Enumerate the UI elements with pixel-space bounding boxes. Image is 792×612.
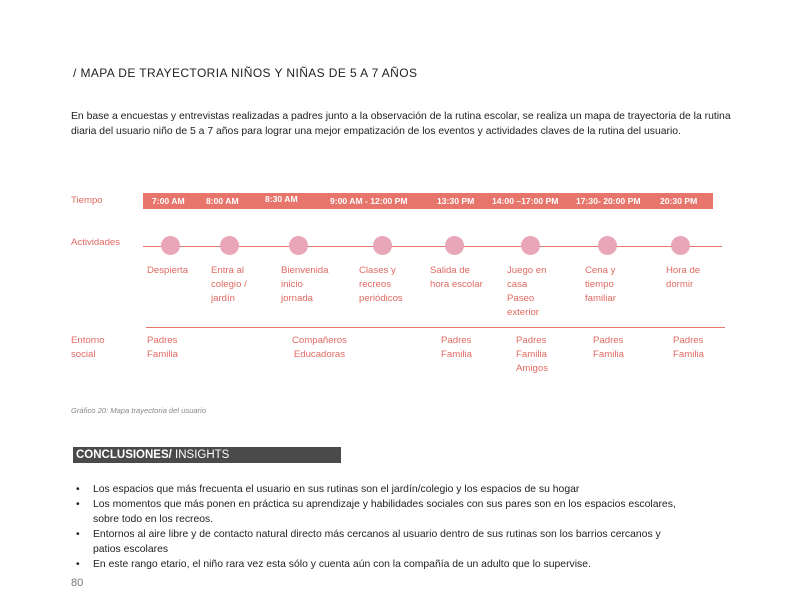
activity-dot [373,236,392,255]
activity-label: Hora de dormir [666,265,701,290]
time-label: 8:00 AM [206,196,239,206]
activity-label: Bienvenida inicio jornada [281,265,329,304]
activity-label: Clases y recreos periódicos [359,265,403,304]
activity-dot [289,236,308,255]
entorno-label: Compañeros Educadoras [292,335,347,360]
activity-dot [161,236,180,255]
section-heading-conclusiones [73,447,341,463]
entorno-label: Padres Familia [673,335,704,360]
section-heading-rest: INSIGHTS [171,449,230,461]
time-label: 17:30- 20:00 PM [576,196,641,206]
entorno-label: Padres Familia [593,335,624,360]
page-number: 80 [71,577,84,589]
time-label: 13:30 PM [437,196,475,206]
time-label: 7:00 AM [152,196,185,206]
time-label: 20:30 PM [660,196,698,206]
bullet-icon: • [76,529,80,540]
activity-label: Salida de hora escolar [430,265,483,290]
row-label-tiempo: Tiempo [71,195,103,206]
list-item: • Los momentos que más ponen en práctica su aprendizaje y habilidades sociales con sus pares son en los espacios escolares, sobre todo en los recreos. [76,499,676,525]
list-item: • En este rango etario, el niño rara vez esta sólo y cuenta aún con la compañía de un adulto que lo supervise. [76,559,591,570]
activity-dot [521,236,540,255]
intro-paragraph: En base a encuestas y entrevistas realizadas a padres junto a la observación de la rutina escolar, se realiza un mapa de trayectoria de la rutina diaria del usuario niño de 5 a 7 años para lograr una mejor empatización de los eventos y actividades claves de la rutina del usuario. [71,111,731,137]
activity-dot [445,236,464,255]
entorno-label: Padres Familia [441,335,472,360]
row-label-actividades: Actividades [71,237,121,248]
activity-label: Despierta [147,265,189,276]
activity-dot [220,236,239,255]
time-label: 9:00 AM - 12:00 PM [330,196,408,206]
activity-label: Cena y tiempo familiar [585,265,616,304]
entorno-divider [146,327,725,328]
insights-list [76,482,736,572]
activity-label: Entra al colegio / jardín [211,265,247,304]
activity-dot [671,236,690,255]
bullet-icon: • [76,499,80,510]
activity-label: Juego en casa Paseo exterior [507,265,547,318]
list-item: • Entornos al aire libre y de contacto natural directo más cercanos al usuario dentro de sus rutinas son los barrios cercanos y patios escolares [76,529,661,555]
bullet-icon: • [76,559,80,570]
entorno-label: Padres Familia Amigos [516,335,548,374]
time-label: 8:30 AM [265,194,298,204]
activity-dot [598,236,617,255]
figure-caption: Gráfico 20: Mapa trayectoria del usuario [71,406,207,415]
row-label-entorno [71,334,105,362]
time-label: 14:00 –17:00 PM [492,196,559,206]
section-heading-bold: CONCLUSIONES/ [76,449,172,461]
row-label-entorno-line1: Entorno [71,335,105,346]
bullet-icon: • [76,484,80,495]
page-title: / MAPA DE TRAYECTORIA NIÑOS Y NIÑAS DE 5 A 7 AÑOS [73,66,418,80]
list-item: • Los espacios que más frecuenta el usuario en sus rutinas son el jardín/colegio y los espacios de su hogar [76,484,580,495]
row-label-entorno-line2: social [71,349,96,360]
entorno-label: Padres Familia [147,335,178,360]
time-bar [143,193,713,209]
